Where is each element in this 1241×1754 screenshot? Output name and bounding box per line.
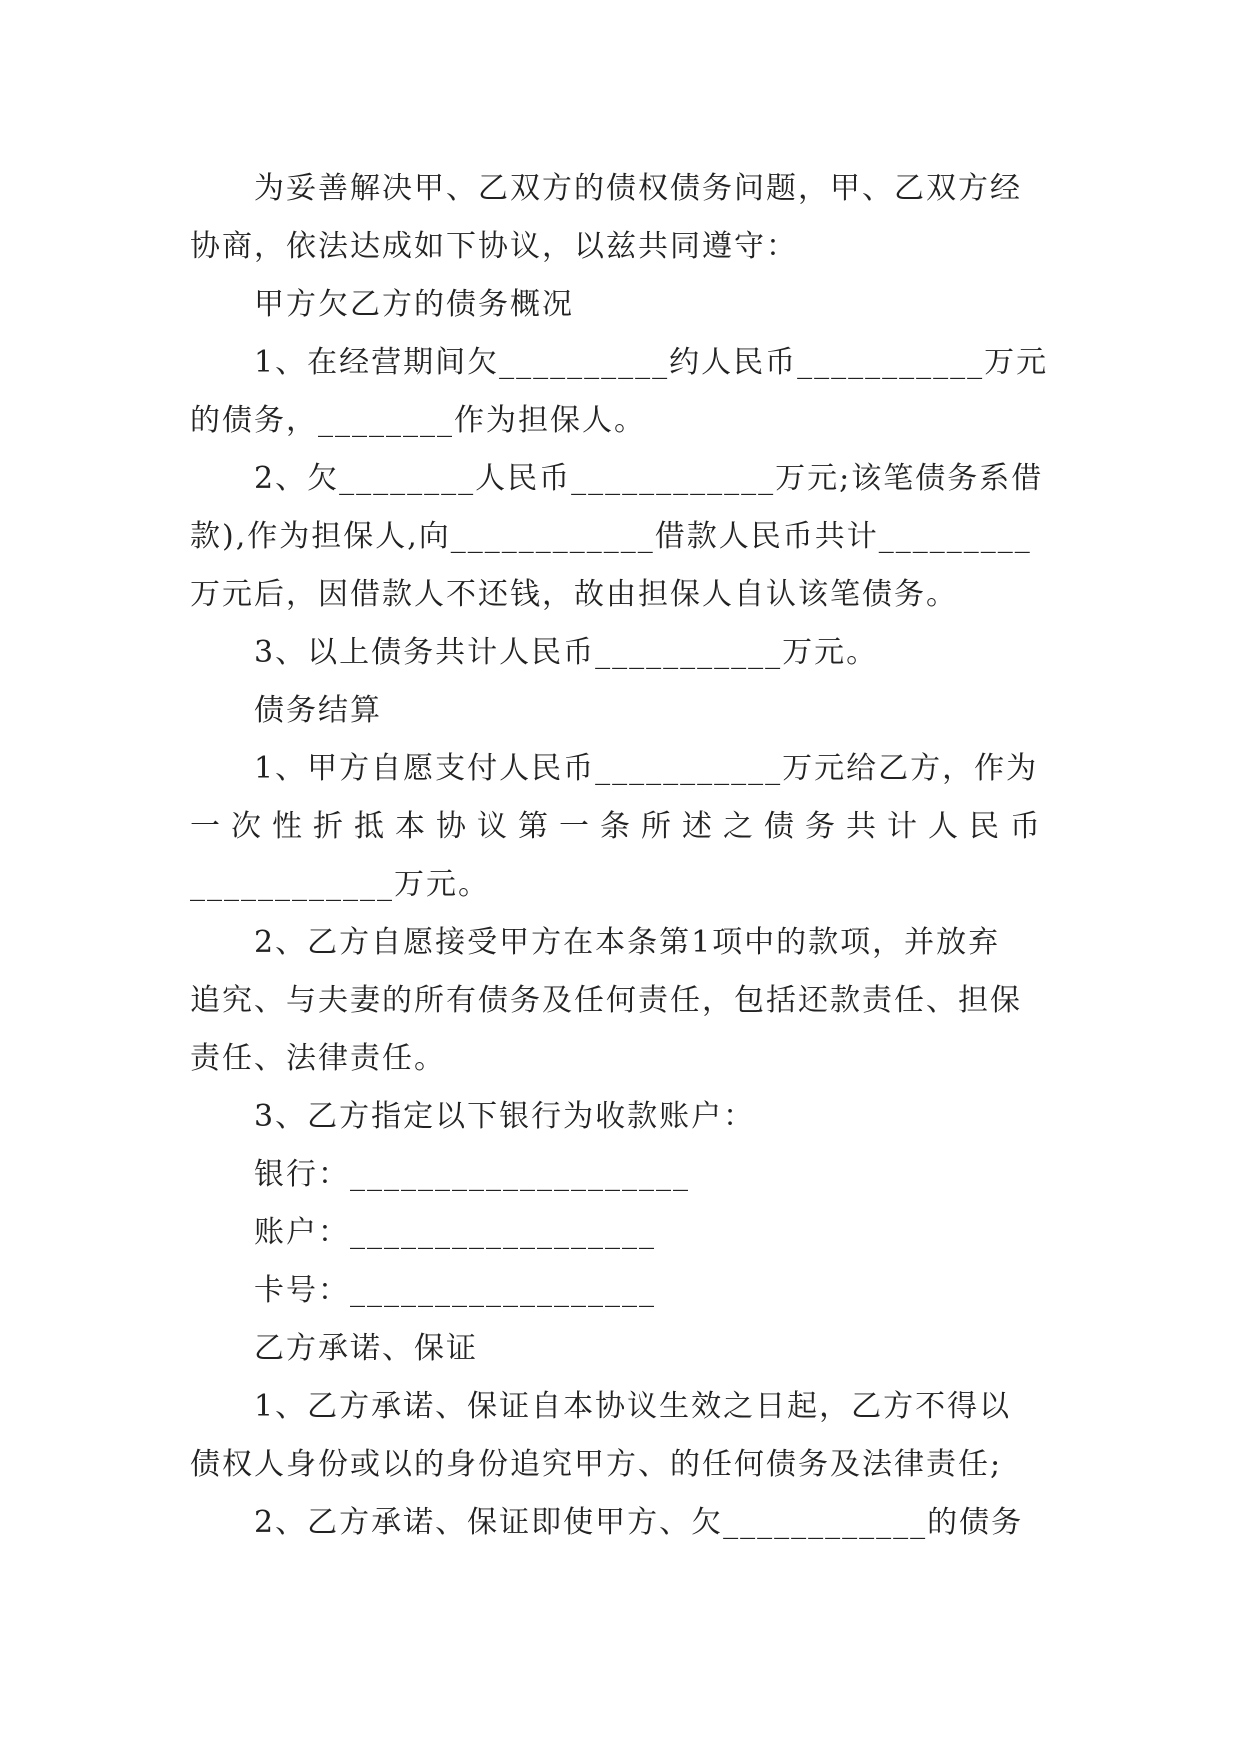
- section-heading: 乙方承诺、保证: [254, 1331, 478, 1366]
- paragraph-line: 1、甲方自愿支付人民币___________万元给乙方，作为: [254, 751, 1039, 786]
- bank-field: 银行：____________________: [254, 1157, 690, 1192]
- paragraph-line: 协商，依法达成如下协议，以兹共同遵守：: [190, 229, 798, 264]
- document-page: [190, 160, 1050, 1552]
- paragraph-line: 3、乙方指定以下银行为收款账户：: [254, 1099, 756, 1134]
- paragraph-line: 1、乙方承诺、保证自本协议生效之日起，乙方不得以: [254, 1389, 1012, 1424]
- section-heading: 债务结算: [254, 693, 382, 728]
- paragraph-line: 款),作为担保人,向____________借款人民币共计_________: [190, 519, 1032, 554]
- paragraph-line: 2、欠________人民币____________万元;该笔债务系借: [254, 461, 1044, 496]
- paragraph-line: 为妥善解决甲、乙双方的债权债务问题，甲、乙双方经: [254, 171, 1022, 206]
- paragraph-line: 1、在经营期间欠__________约人民币___________万元: [254, 345, 1049, 380]
- paragraph-line: 3、以上债务共计人民币___________万元。: [254, 635, 879, 670]
- paragraph-line: 债权人身份或以的身份追究甲方、的任何债务及法律责任;: [190, 1447, 1003, 1482]
- paragraph-line: ____________万元。: [190, 867, 490, 902]
- section-heading: 甲方欠乙方的债务概况: [254, 287, 574, 322]
- paragraph-line: 追究、与夫妻的所有债务及任何责任，包括还款责任、担保: [190, 983, 1022, 1018]
- paragraph-line: 万元后，因借款人不还钱，故由担保人自认该笔债务。: [190, 577, 958, 612]
- paragraph-line: 2、乙方承诺、保证即使甲方、欠____________的债务: [254, 1505, 1024, 1540]
- paragraph-line: 2、乙方自愿接受甲方在本条第1项中的款项，并放弃: [254, 925, 1001, 960]
- paragraph-line: 一次性折抵本协议第一条所述之债务共计人民币: [190, 809, 1051, 844]
- paragraph-line: 责任、法律责任。: [190, 1041, 446, 1076]
- card-number-field: 卡号：__________________: [254, 1273, 656, 1308]
- account-field: 账户：__________________: [254, 1215, 656, 1250]
- paragraph-line: 的债务，________作为担保人。: [190, 403, 646, 438]
